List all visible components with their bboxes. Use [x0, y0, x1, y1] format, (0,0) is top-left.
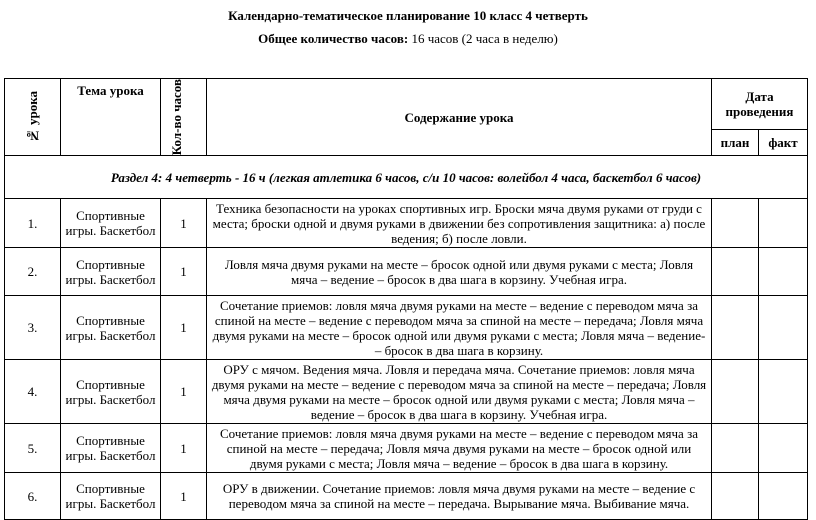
lesson-number: 6. — [5, 473, 61, 520]
lesson-hours: 1 — [161, 248, 207, 296]
table-row — [5, 424, 808, 473]
col-header-fact: факт — [759, 129, 808, 155]
lesson-hours: 1 — [161, 473, 207, 520]
lesson-number: 4. — [5, 360, 61, 424]
lesson-content: Техника безопасности на уроках спортивных игр. Броски мяча двумя руками от груди с места; броски одной и двумя руками в движении без сопротивления защитника: а) после ведения; б) после ловли. — [207, 199, 712, 248]
lesson-hours: 1 — [161, 199, 207, 248]
lesson-topic: Спортивные игры. Баскетбол — [61, 473, 161, 520]
lesson-number: 5. — [5, 424, 61, 473]
table-row — [5, 473, 808, 520]
page-title: Календарно-тематическое планирование 10 класс 4 четверть — [228, 8, 588, 23]
col-header-plan: план — [712, 129, 759, 155]
lesson-content: ОРУ в движении. Сочетание приемов: ловля мяча двумя руками на месте – ведение с переводом мяча за спиной на месте – передача. Вырывание мяча. Выбивание мяча. — [207, 473, 712, 520]
lesson-content: Сочетание приемов: ловля мяча двумя руками на месте – ведение с переводом мяча за спиной на месте – ведение с переводом мяча за спиной на месте – передача; Ловля мяча двумя руками на месте – бросок одной или двумя руками с места; Ловля мяча – ведение- – бросок в два шага в корзину. — [207, 296, 712, 360]
section-title: Раздел 4: 4 четверть - 16 ч (легкая атлетика 6 часов, с/и 10 часов: волейбол 4 часа, баскетбол 6 часов) — [5, 156, 808, 199]
lesson-plan-table — [4, 78, 808, 520]
lesson-topic: Спортивные игры. Баскетбол — [61, 199, 161, 248]
lesson-fact-date — [759, 360, 808, 424]
lesson-fact-date — [759, 296, 808, 360]
table-header-row — [5, 79, 808, 130]
lesson-plan-date — [712, 424, 759, 473]
lesson-plan-date — [712, 248, 759, 296]
total-hours — [0, 31, 816, 47]
lesson-plan-date — [712, 360, 759, 424]
total-hours-label: Общее количество часов: — [258, 31, 409, 46]
lesson-content: Ловля мяча двумя руками на месте – бросок одной или двумя руками с места; Ловля мяча – ведение – бросок в два шага в корзину. Учебная игра. — [207, 248, 712, 296]
col-header-content: Содержание урока — [207, 79, 712, 156]
table-row — [5, 248, 808, 296]
total-hours-value: 16 часов (2 часа в неделю) — [408, 31, 558, 46]
table-row — [5, 199, 808, 248]
lesson-number: 2. — [5, 248, 61, 296]
lesson-topic: Спортивные игры. Баскетбол — [61, 248, 161, 296]
lesson-fact-date — [759, 424, 808, 473]
lesson-number: 1. — [5, 199, 61, 248]
col-header-topic: Тема урока — [61, 79, 161, 156]
section-row — [5, 156, 808, 199]
table-row — [5, 296, 808, 360]
lesson-fact-date — [759, 199, 808, 248]
lesson-fact-date — [759, 248, 808, 296]
lesson-number: 3. — [5, 296, 61, 360]
table-row — [5, 360, 808, 424]
col-header-date: Дата проведения — [712, 79, 808, 130]
lesson-hours: 1 — [161, 360, 207, 424]
lesson-plan-date — [712, 296, 759, 360]
lesson-content: Сочетание приемов: ловля мяча двумя руками на месте – ведение с переводом мяча за спиной на месте – передача; Ловля мяча двумя руками на месте – бросок одной или двумя руками с места; Ловля мяча – ведение – бросок в два шага в корзину. — [207, 424, 712, 473]
lesson-fact-date — [759, 473, 808, 520]
lesson-topic: Спортивные игры. Баскетбол — [61, 296, 161, 360]
lesson-hours: 1 — [161, 424, 207, 473]
lesson-plan-date — [712, 473, 759, 520]
col-header-number: № урока — [5, 79, 61, 156]
lesson-content: ОРУ с мячом. Ведения мяча. Ловля и передача мяча. Сочетание приемов: ловля мяча двумя руками на месте – ведение с переводом мяча за спиной на месте – передача; Ловля мяча двумя руками на месте – бросок одной или двумя руками с места; Ловля мяча – ведение – бросок в два шага в корзину. Учебная игра. — [207, 360, 712, 424]
lesson-topic: Спортивные игры. Баскетбол — [61, 424, 161, 473]
lesson-topic: Спортивные игры. Баскетбол — [61, 360, 161, 424]
lesson-hours: 1 — [161, 296, 207, 360]
lesson-plan-date — [712, 199, 759, 248]
col-header-hours: Кол-во часов — [161, 79, 207, 156]
